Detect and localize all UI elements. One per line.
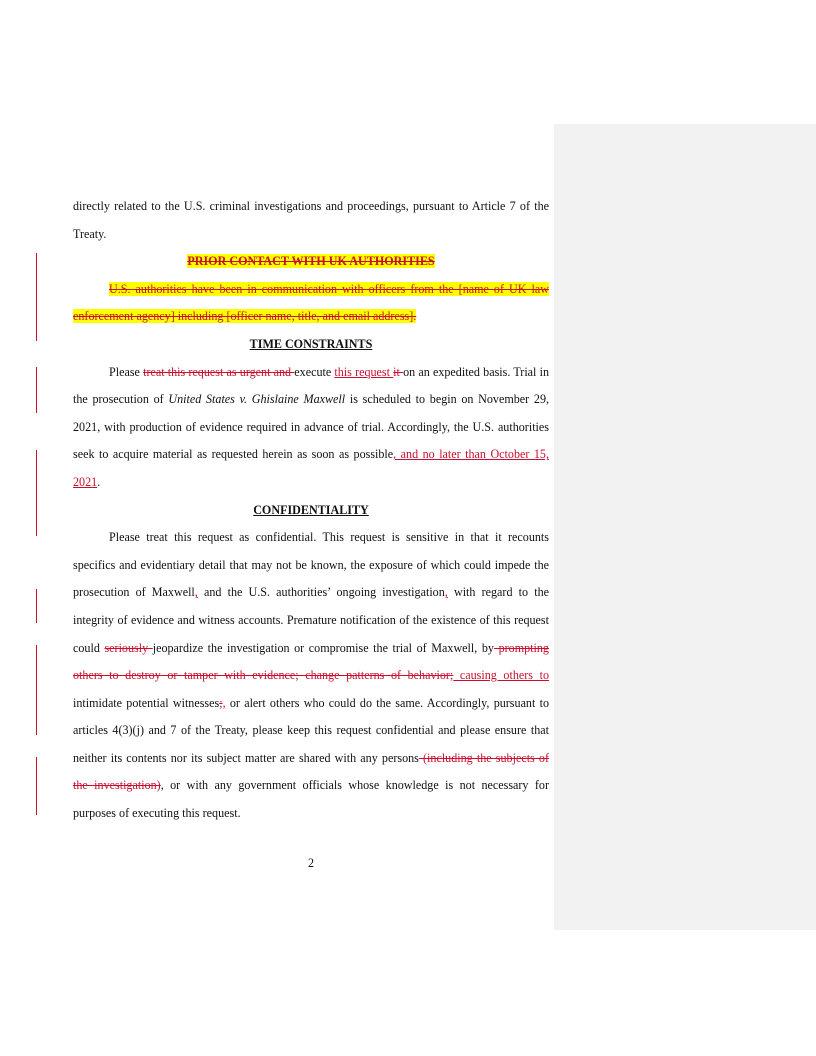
inserted-text: causing others to xyxy=(453,668,549,683)
change-bar xyxy=(36,253,37,341)
deleted-text: seriously xyxy=(104,640,153,655)
case-name: United States v. Ghislaine Maxwell xyxy=(168,392,346,407)
document-body xyxy=(73,193,549,828)
text-run: . xyxy=(97,474,101,489)
page-number: 2 xyxy=(307,856,315,870)
change-bar xyxy=(36,645,37,735)
section-heading-confidentiality xyxy=(73,497,549,525)
paragraph-time-constraints xyxy=(73,359,549,497)
heading-text: PRIOR CONTACT WITH UK AUTHORITIES xyxy=(187,254,435,269)
deleted-text: ; xyxy=(219,695,223,710)
comment-pane xyxy=(554,124,816,930)
heading-text: TIME CONSTRAINTS xyxy=(249,336,373,351)
text-run: Please xyxy=(109,364,144,379)
heading-text: CONFIDENTIALITY xyxy=(253,502,369,517)
deleted-text: (including the subjects of the investigation) xyxy=(73,750,549,793)
text-run: Please treat this request as confidential. This request is sensitive in that it recounts specifics and evidentiary detail that may not be known, the exposure of which could impede the prosecution of Maxwell xyxy=(73,530,549,600)
text-run: on an expedited basis. Trial in the prosecution of xyxy=(73,364,549,407)
section-heading-time-constraints xyxy=(73,331,549,359)
text-run: jeopardize the investigation or compromise the trial of Maxwell, by xyxy=(152,640,494,655)
text-run: intimidate potential witnesses xyxy=(73,695,220,710)
inserted-text: , xyxy=(222,695,226,710)
change-bar xyxy=(36,367,37,413)
text-run: execute xyxy=(294,364,335,379)
deleted-text: treat this request as urgent and xyxy=(143,364,295,379)
text-run: and the U.S. authorities’ ongoing investigation xyxy=(197,585,445,600)
paragraph-confidentiality xyxy=(73,524,549,828)
deleted-text: it xyxy=(393,364,404,379)
inserted-text: , and no later than October 15, 2021 xyxy=(73,447,549,489)
change-bar xyxy=(36,450,37,536)
text-run: is scheduled to begin on November 29, 2021, with production of evidence required in advance of trial. Accordingly, the U.S. authorities seek to acquire material as requested herein as soon as possible xyxy=(73,392,550,462)
text-run: with regard to the integrity of evidence and witness accounts. Premature notification of the existence of this request could xyxy=(73,585,549,655)
change-bar xyxy=(36,589,37,623)
section-heading-prior-contact xyxy=(73,248,549,276)
text-run: , or with any government officials whose knowledge is not necessary for purposes of executing this request. xyxy=(73,778,549,821)
change-bar xyxy=(36,757,37,815)
text-run: or alert others who could do the same. Accordingly, pursuant to articles 4(3)(j) and 7 of the Treaty, please keep this request confidential and please ensure that neither its contents nor its subject matter are shared with any persons xyxy=(73,695,549,765)
inserted-text: , xyxy=(194,585,198,600)
inserted-text: , xyxy=(444,585,448,600)
paragraph-prior-contact xyxy=(73,276,549,331)
deleted-text: U.S. authorities have been in communication with officers from the [name of UK law enforcement agency] including [officer name, title, and email address]. xyxy=(73,281,549,324)
inserted-text: this request xyxy=(334,364,394,379)
deleted-text: prompting others to destroy or tamper with evidence; change patterns of behavior; xyxy=(73,640,549,683)
paragraph-continuation: directly related to the U.S. criminal investigations and proceedings, pursuant to Article 7 of the Treaty. xyxy=(73,199,549,241)
